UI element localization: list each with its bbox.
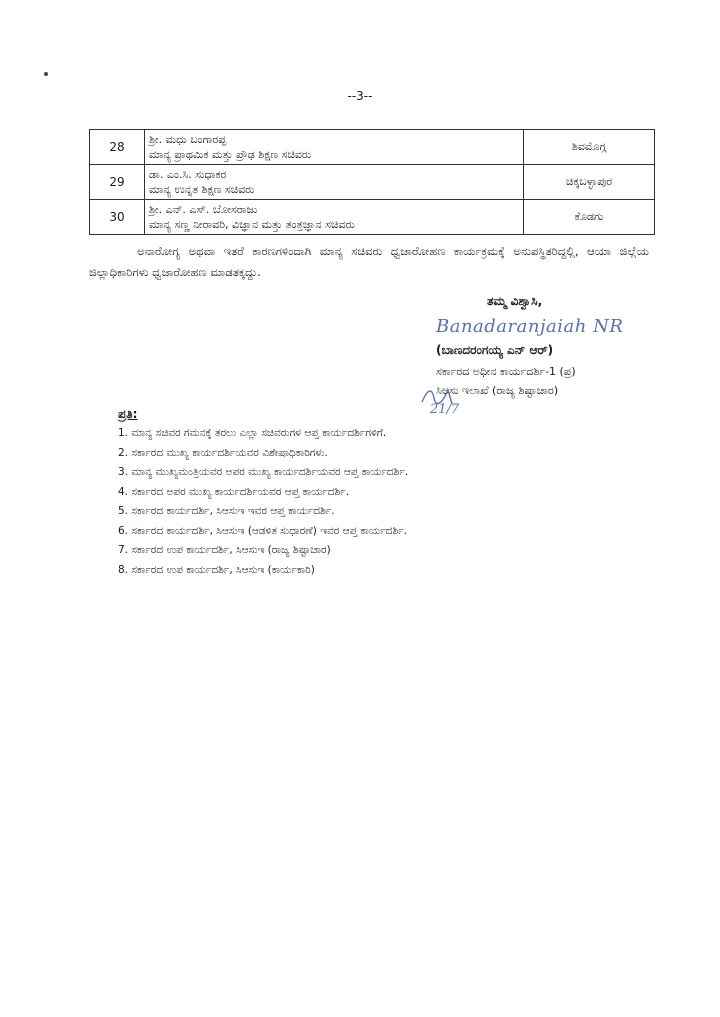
- list-item: 4. ಸರ್ಕಾರದ ಅಪರ ಮುಖ್ಯ ಕಾರ್ಯದರ್ಶಿಯವರ ಆಪ್ತ ಕಾರ್ಯದರ್ಶಿ.: [118, 485, 350, 498]
- designation-line-1: ಸರ್ಕಾರದ ಅಧೀನ ಕಾರ್ಯದರ್ಶಿ-1 (ಪ್ರ): [436, 365, 576, 378]
- list-item: 3. ಮಾನ್ಯ ಮುಖ್ಯಮಂತ್ರಿಯವರ ಅಪರ ಮುಖ್ಯ ಕಾರ್ಯದರ್ಶಿಯವರ ಆಪ್ತ ಕಾರ್ಯದರ್ಶಿ.: [118, 466, 409, 478]
- minister-portfolio: ಮಾನ್ಯ ಸಣ್ಣ ನೀರಾವರಿ, ವಿಜ್ಞಾನ ಮತ್ತು ತಂತ್ರಜ್ಞಾನ ಸಚಿವರು: [149, 218, 355, 231]
- minister-cell: [145, 200, 524, 235]
- designation-line-2: ಸಿಆಸು ಇಲಾಖೆ (ರಾಜ್ಯ ಶಿಷ್ಟಾಚಾರ): [436, 384, 559, 397]
- table-row: [90, 165, 655, 200]
- copy-to-title: ಪ್ರತಿ:: [118, 407, 138, 421]
- minister-portfolio: ಮಾನ್ಯ ಪ್ರಾಥಮಿಕ ಮತ್ತು ಪ್ರೌಢ ಶಿಕ್ಷಣ ಸಚಿವರು: [149, 148, 312, 161]
- ministers-table: [89, 129, 655, 235]
- closing-salutation: ತಮ್ಮ ವಿಶ್ವಾಸಿ,: [487, 294, 543, 308]
- initial-date: 21/7: [430, 402, 460, 417]
- note-text: ಅನಾರೋಗ್ಯ ಅಥವಾ ಇತರೆ ಕಾರಣಗಳಿಂದಾಗಿ ಮಾನ್ಯ ಸಚಿವರು ಧ್ವಜಾರೋಹಣ ಕಾರ್ಯಕ್ರಮಕ್ಕೆ ಅನುಪಸ್ಥಿತರಿದ್ದಲ್ಲಿ, ಆಯಾ ಜಿಲ್ಲೆಯ ಜಿಲ್ಲಾಧಿಕಾರಿಗಳು ಧ್ವಜಾರೋಹಣ ಮಾಡತಕ್ಕದ್ದು.: [89, 244, 649, 279]
- initials-mark: [418, 384, 464, 422]
- minister-name: ಶ್ರೀ. ಮಧು ಬಂಗಾರಪ್ಪ: [149, 133, 227, 146]
- minister-name: ಡಾ. ಎಂ.ಸಿ. ಸುಧಾಕರ: [149, 168, 227, 181]
- minister-name: ಶ್ರೀ. ಎನ್. ಎಸ್. ಬೋಸರಾಜು: [149, 203, 258, 216]
- page-number: --3--: [347, 89, 373, 103]
- copy-to-list: [118, 424, 408, 580]
- row-number: 28: [90, 130, 145, 165]
- minister-cell: [145, 130, 524, 165]
- district-cell: ಕೊಡಗು: [524, 200, 655, 235]
- table-row: [90, 130, 655, 165]
- list-item: 6. ಸರ್ಕಾರದ ಕಾರ್ಯದರ್ಶಿ, ಸಿಆಸುಇ (ಆಡಳಿತ ಸುಧಾರಣೆ) ಇವರ ಆಪ್ತ ಕಾರ್ಯದರ್ಶಿ.: [118, 524, 407, 537]
- table-row: [90, 200, 655, 235]
- minister-portfolio: ಮಾನ್ಯ ಉನ್ನತ ಶಿಕ್ಷಣ ಸಚಿವರು: [149, 183, 255, 196]
- district-cell: ಶಿವಮೊಗ್ಗ: [524, 130, 655, 165]
- list-item: 8. ಸರ್ಕಾರದ ಉಪ ಕಾರ್ಯದರ್ಶಿ, ಸಿಆಸುಇ (ಕಾರ್ಯಕಾರಿ): [118, 563, 315, 576]
- list-item: 2. ಸರ್ಕಾರದ ಮುಖ್ಯ ಕಾರ್ಯದರ್ಶಿಯವರ ವಿಶೇಷಾಧಿಕಾರಿಗಳು.: [118, 446, 328, 459]
- minister-cell: [145, 165, 524, 200]
- list-item: 5. ಸರ್ಕಾರದ ಕಾರ್ಯದರ್ಶಿ, ಸಿಆಸುಇ ಇವರ ಆಪ್ತ ಕಾರ್ಯದರ್ಶಿ.: [118, 505, 335, 517]
- note-paragraph: [89, 241, 649, 283]
- district-cell: ಚಿಕ್ಕಬಳ್ಳಾಪುರ: [524, 165, 655, 200]
- signatory-name: (ಬಾಣದರಂಗಯ್ಯ ಎನ್ ಆರ್): [436, 343, 554, 357]
- scan-speck: [44, 72, 48, 76]
- list-item: 7. ಸರ್ಕಾರದ ಉಪ ಕಾರ್ಯದರ್ಶಿ, ಸಿಆಸುಇ (ರಾಜ್ಯ ಶಿಷ್ಟಾಚಾರ): [118, 544, 331, 556]
- row-number: 29: [90, 165, 145, 200]
- list-item: 1. ಮಾನ್ಯ ಸಚಿವರ ಗಮನಕ್ಕೆ ತರಲು ಎಲ್ಲಾ ಸಚಿವರುಗಳ ಆಪ್ತ ಕಾರ್ಯದರ್ಶಿಗಳಿಗೆ.: [118, 427, 387, 439]
- handwritten-signature: Banadaranjaiah NR: [436, 316, 624, 337]
- row-number: 30: [90, 200, 145, 235]
